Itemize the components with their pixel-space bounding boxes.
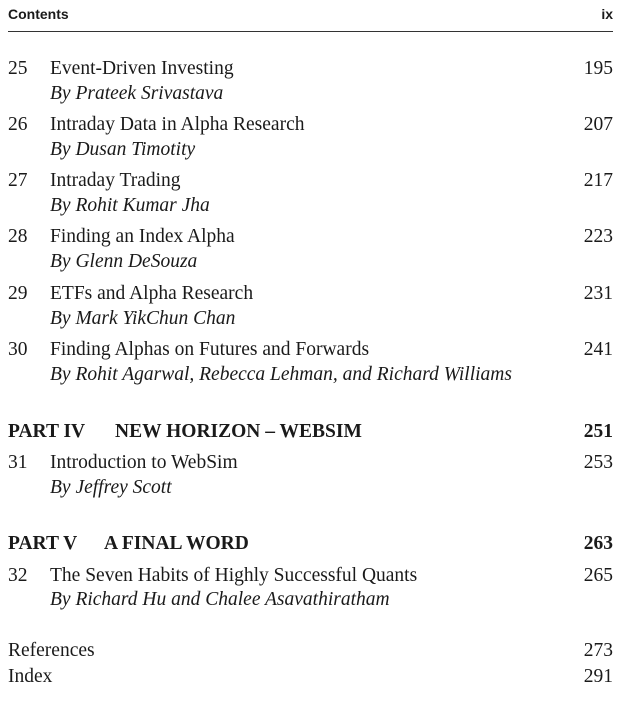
toc-part-v[interactable] [8, 532, 613, 556]
chapter-author: By Glenn DeSouza [50, 251, 198, 272]
page-number: 273 [583, 640, 613, 661]
chapter-title[interactable]: Introduction to WebSim [50, 452, 238, 473]
part-title[interactable]: NEW HORIZON – WEBSIM [115, 421, 362, 442]
header-title: Contents [8, 6, 69, 22]
chapter-author: By Jeffrey Scott [50, 477, 172, 498]
toc-entry-chapter-27[interactable] [8, 169, 613, 193]
chapter-number: 29 [8, 283, 28, 304]
chapter-author: By Richard Hu and Chalee Asavathiratham [50, 589, 390, 610]
chapter-title[interactable]: Finding an Index Alpha [50, 226, 235, 247]
page-number: 207 [583, 114, 613, 135]
chapter-number: 27 [8, 170, 28, 191]
page-number: 223 [583, 226, 613, 247]
toc-entry-chapter-29[interactable] [8, 282, 613, 306]
page-number: 265 [583, 565, 613, 586]
chapter-number: 26 [8, 114, 28, 135]
chapter-author: By Prateek Srivastava [50, 83, 224, 104]
chapter-number: 32 [8, 565, 28, 586]
chapter-title[interactable]: Intraday Trading [50, 170, 181, 191]
entry-title[interactable]: Index [8, 666, 53, 687]
page-number: 231 [583, 283, 613, 304]
page-number: 253 [583, 452, 613, 473]
toc-entry-chapter-28[interactable] [8, 225, 613, 249]
page-number: 217 [583, 170, 613, 191]
chapter-number: 30 [8, 339, 28, 360]
toc-entry-chapter-32[interactable] [8, 564, 613, 588]
page-number: 251 [583, 421, 613, 442]
chapter-title[interactable]: Intraday Data in Alpha Research [50, 114, 305, 135]
running-header [8, 6, 613, 26]
chapter-title[interactable]: ETFs and Alpha Research [50, 283, 254, 304]
chapter-title[interactable]: Event-Driven Investing [50, 58, 234, 79]
toc-entry-chapter-25[interactable] [8, 57, 613, 81]
toc-entry-references[interactable] [8, 639, 613, 663]
header-page-number: ix [601, 6, 613, 22]
page-number: 195 [583, 58, 613, 79]
chapter-number: 28 [8, 226, 28, 247]
toc-entry-chapter-30[interactable] [8, 338, 613, 362]
chapter-number: 25 [8, 58, 28, 79]
chapter-title[interactable]: Finding Alphas on Futures and Forwards [50, 339, 370, 360]
header-rule [8, 31, 613, 32]
page-number: 241 [583, 339, 613, 360]
toc-part-iv[interactable] [8, 420, 613, 444]
chapter-author: By Dusan Timotity [50, 139, 196, 160]
toc-entry-index[interactable] [8, 665, 613, 689]
toc-entry-chapter-31[interactable] [8, 451, 613, 475]
chapter-author: By Mark YikChun Chan [50, 308, 236, 329]
chapter-number: 31 [8, 452, 28, 473]
entry-title[interactable]: References [8, 640, 95, 661]
part-label: PART V [8, 533, 78, 554]
toc-entry-chapter-26[interactable] [8, 113, 613, 137]
chapter-title[interactable]: The Seven Habits of Highly Successful Quants [50, 565, 418, 586]
page-number: 263 [583, 533, 613, 554]
chapter-author: By Rohit Agarwal, Rebecca Lehman, and Richard Williams [50, 364, 512, 385]
part-title[interactable]: A FINAL WORD [104, 533, 249, 554]
chapter-author: By Rohit Kumar Jha [50, 195, 210, 216]
part-label: PART IV [8, 421, 86, 442]
page-number: 291 [583, 666, 613, 687]
